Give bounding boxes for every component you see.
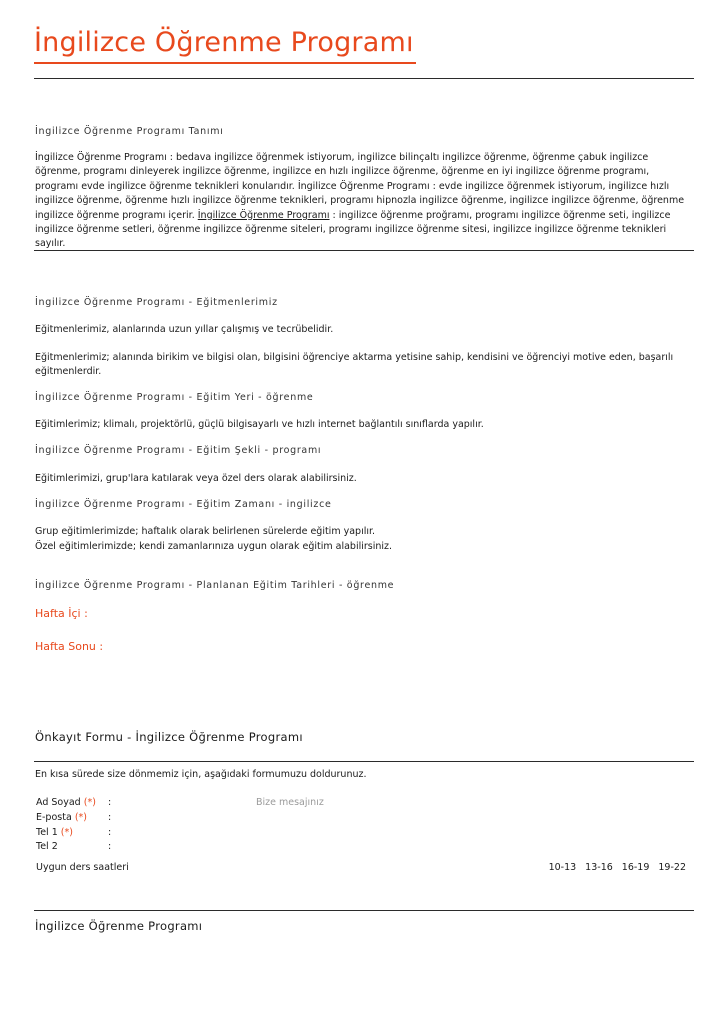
weekend-label: Hafta Sonu :	[35, 640, 104, 653]
intro-paragraph: İngilizce Öğrenme Programı : bedava ingilizce öğrenmek istiyorum, ingilizce bilinçaltı ingilizce öğrenme, öğrenme çabuk ingilizce öğrenme, programı dinleyerek ingilizce öğrenme, ingilizce en hızlı ingilizce öğrenme, öğrenme en iyi ingilizce öğrenme programı, programı evde ingilizce öğrenme teknikleri konularıdır. İngilizce Öğrenme Programı : evde ingilizce öğrenmek istiyorum, ingilizce hızlı ingilizce öğrenme, öğrenme hızlı ingilizce öğrenme teknikleri, programı hipnozla ingilizce öğrenme, ingilizce ingilizce öğrenme, öğrenme ingilizce öğrenme programı içerir. İngilizce Öğrenme Programı : ingilizce öğrenme proğramı, programı ingilizce öğrenme seti, ingilizce ingilizce öğrenme setleri, öğrenme ingilizce öğrenme siteleri, programı ingilizce öğrenme sitesi, ingilizce ingilizce öğrenme teknikleri sayılır.	[35, 152, 685, 250]
phone1-label: Tel 1 (*)	[36, 827, 73, 838]
required-mark: (*)	[60, 827, 73, 838]
trainers-text-1: Eğitmenlerimiz, alanlarında uzun yıllar çalışmış ve tecrübelidir.	[35, 324, 334, 335]
trainers-heading: İngilizce Öğrenme Programı - Eğitmenlerimiz	[35, 297, 278, 308]
trainers-text-2: Eğitmenlerimiz; alanında birikim ve bilgisi olan, bilgisini öğrenciye aktarma yetisine sahip, kendisini ve öğrenciyi motive eden, başarılı eğitmenlerdir.	[35, 352, 674, 378]
name-colon: :	[108, 797, 112, 808]
intro-divider	[34, 250, 694, 251]
program-link[interactable]: İngilizce Öğrenme Programı	[197, 209, 330, 221]
footer-divider	[34, 910, 694, 911]
email-input[interactable]	[120, 810, 240, 824]
footer-title: İngilizce Öğrenme Programı	[35, 919, 203, 933]
time-heading: İngilizce Öğrenme Programı - Eğitim Zamanı - ingilizce	[35, 499, 332, 510]
weekday-label: Hafta İçi :	[35, 607, 88, 620]
phone1-input[interactable]	[120, 825, 240, 839]
intro-heading: İngilizce Öğrenme Programı Tanımı	[35, 126, 224, 137]
phone2-input[interactable]	[120, 839, 240, 853]
schedule-heading: İngilizce Öğrenme Programı - Planlanan Eğitim Tarihleri - öğrenme	[35, 580, 395, 591]
hour-option[interactable]: 16-19	[621, 862, 650, 873]
required-mark: (*)	[74, 812, 87, 823]
hour-option[interactable]: 13-16	[585, 862, 613, 873]
phone2-label: Tel 2	[36, 841, 58, 852]
name-label: Ad Soyad (*)	[36, 797, 96, 808]
time-text-2: Özel eğitimlerimizde; kendi zamanlarınıza uygun olarak eğitim alabilirsiniz.	[35, 541, 393, 552]
message-textarea[interactable]: Bize mesajınız	[256, 797, 324, 808]
form-heading: Önkayıt Formu - İngilizce Öğrenme Programı	[35, 730, 303, 744]
form-divider	[34, 761, 694, 762]
required-mark: (*)	[83, 797, 96, 808]
email-label: E-posta (*)	[36, 812, 87, 823]
time-text-1: Grup eğitimlerimizde; haftalık olarak belirlenen sürelerde eğitim yapılır.	[35, 526, 376, 537]
phone2-colon: :	[108, 841, 112, 852]
title-underline	[34, 62, 416, 64]
hours-options	[540, 862, 686, 873]
hour-option[interactable]: 10-13	[548, 862, 577, 873]
header-divider	[34, 78, 694, 79]
page-title: İngilizce Öğrenme Programı	[34, 27, 414, 58]
phone1-colon: :	[108, 827, 112, 838]
place-text: Eğitimlerimiz; klimalı, projektörlü, güçlü bilgisayarlı ve hızlı internet bağlantılı sınıflarda yapılır.	[35, 419, 484, 430]
format-text: Eğitimlerimizi, grup'lara katılarak veya özel ders olarak alabilirsiniz.	[35, 473, 357, 484]
email-colon: :	[108, 812, 112, 823]
hours-label: Uygun ders saatleri	[36, 862, 129, 873]
format-heading: İngilizce Öğrenme Programı - Eğitim Şekli - programı	[35, 445, 322, 456]
place-heading: İngilizce Öğrenme Programı - Eğitim Yeri - öğrenme	[35, 392, 314, 403]
form-intro: En kısa sürede size dönmemiz için, aşağıdaki formumuzu doldurunuz.	[35, 769, 367, 780]
name-input[interactable]	[120, 795, 240, 809]
hour-option[interactable]: 19-22	[658, 862, 686, 873]
